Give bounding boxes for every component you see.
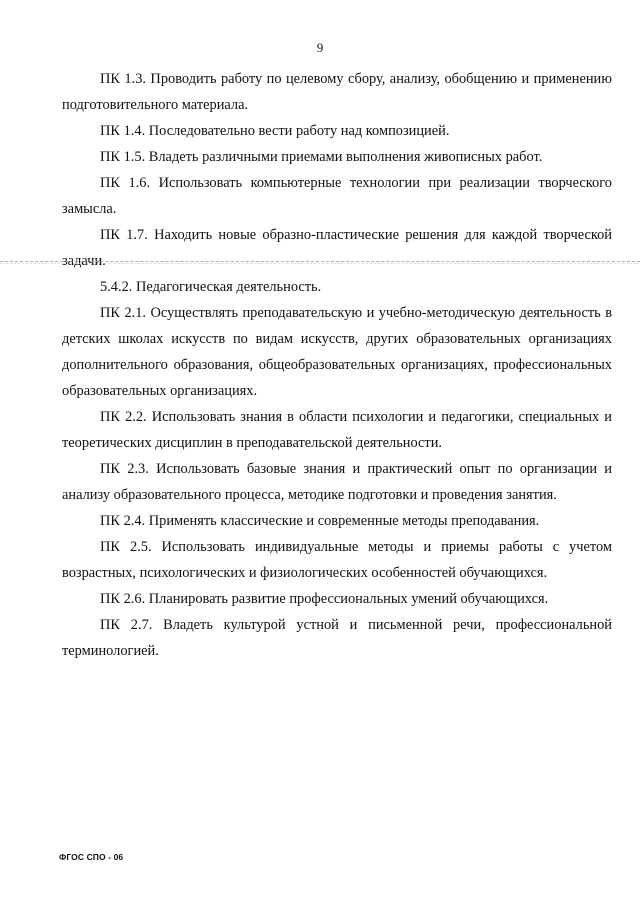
paragraph-pk-2-1: ПК 2.1. Осуществлять преподавательскую и учебно-методическую деятельность в детских школах искусств по видам искусств, других образовательных организациях дополнительного образования, общеобразовательных организациях, профессиональных образовательных организациях. [62, 305, 612, 399]
page-number: 9 [316, 40, 324, 55]
document-body [62, 66, 612, 664]
scan-artifact-line [0, 261, 640, 262]
paragraph-pk-2-3: ПК 2.3. Использовать базовые знания и практический опыт по организации и анализу образовательного процесса, методике подготовки и проведения занятия. [62, 461, 612, 503]
paragraph-pk-2-2: ПК 2.2. Использовать знания в области психологии и педагогики, специальных и теоретических дисциплин в преподавательской деятельности. [62, 409, 612, 451]
paragraph-pk-1-6: ПК 1.6. Использовать компьютерные технологии при реализации творческого замысла. [62, 175, 612, 217]
paragraph-pk-2-6: ПК 2.6. Планировать развитие профессиональных умений обучающихся. [100, 591, 549, 607]
paragraph-pk-2-5: ПК 2.5. Использовать индивидуальные методы и приемы работы с учетом возрастных, психологических и физиологических особенностей обучающихся. [62, 539, 612, 581]
paragraph-pk-1-4: ПК 1.4. Последовательно вести работу над композицией. [100, 123, 450, 139]
paragraph-pk-2-4: ПК 2.4. Применять классические и современные методы преподавания. [100, 513, 540, 529]
section-heading-5-4-2: 5.4.2. Педагогическая деятельность. [100, 279, 322, 295]
footer-standard-code: ФГОС СПО - 06 [59, 852, 124, 862]
paragraph-pk-1-3: ПК 1.3. Проводить работу по целевому сбору, анализу, обобщению и применению подготовительного материала. [62, 71, 612, 113]
paragraph-pk-1-5: ПК 1.5. Владеть различными приемами выполнения живописных работ. [100, 149, 543, 165]
paragraph-pk-2-7: ПК 2.7. Владеть культурой устной и письменной речи, профессиональной терминологией. [62, 617, 612, 659]
paragraph-pk-1-7: ПК 1.7. Находить новые образно-пластические решения для каждой творческой задачи. [62, 227, 612, 269]
scan-artifact-line-faint [0, 263, 640, 264]
